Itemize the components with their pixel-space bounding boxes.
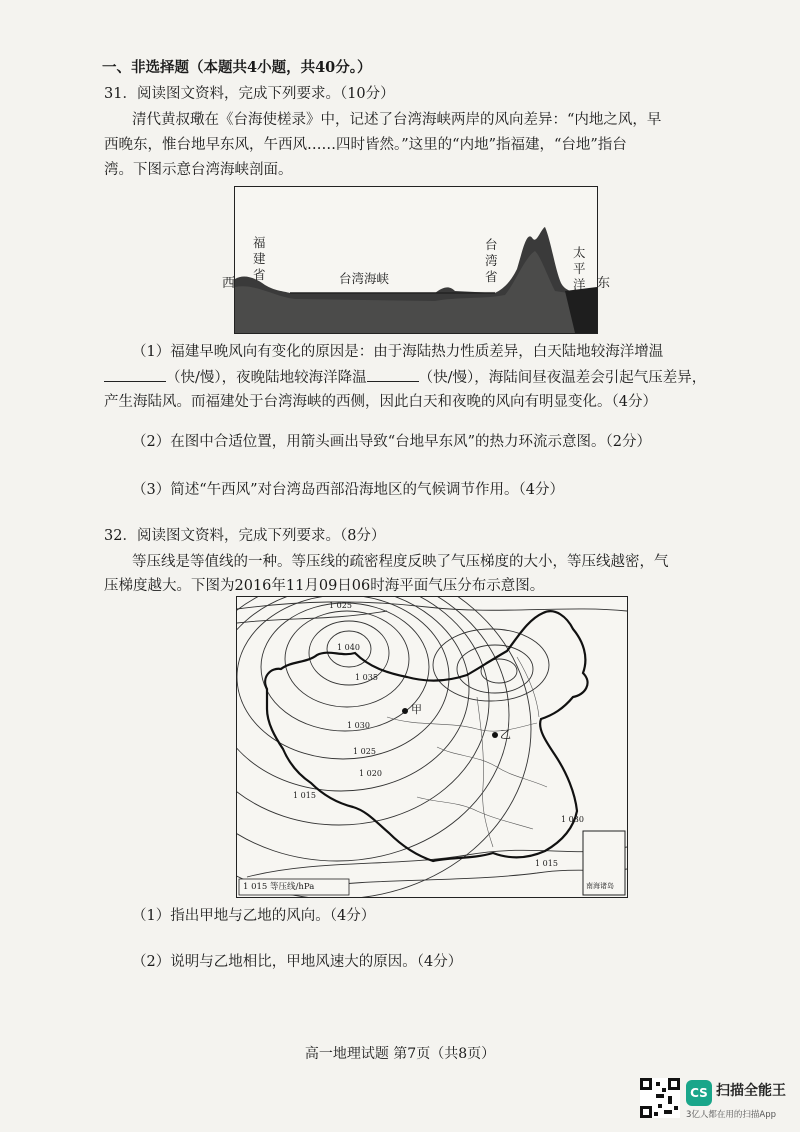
label-east: 东 [597,276,611,291]
q31-sub1-part2: （快/慢），夜晚陆地较海洋降温 [166,370,367,386]
point-yi [492,732,498,738]
q31-sub1-line2 [104,367,706,388]
q31-sub2: （2）在图中合适位置，用箭头画出导致“台地早东风”的热力环流示意图。（2分） [132,434,652,450]
isobar-label-8: 1 030 [561,815,584,824]
q32-sub1: （1）指出甲地与乙地的风向。（4分） [132,908,376,924]
q32-intro-line2: 压梯度越大。下图为2016年11月09日06时海平面气压分布示意图。 [104,578,545,594]
strait-profile-figure [234,186,598,334]
q31-title: 31．阅读图文资料，完成下列要求。（10分） [104,86,395,102]
q31-sub3: （3）简述“午西风”对台湾岛西部沿海地区的气候调节作用。（4分） [132,482,565,498]
q32-sub2: （2）说明与乙地相比，甲地风速大的原因。（4分） [132,954,463,970]
q31-intro-line1: 清代黄叔璥在《台海使槎录》中，记述了台湾海峡两岸的风向差异：“内地之风，早 [132,112,662,128]
page-footer: 高一地理试题 第7页（共8页） [304,1046,496,1062]
isobar-label-1: 1 025 [329,601,352,610]
label-yi: 乙 [500,728,511,741]
isobar-map-figure [236,596,628,898]
scanner-app-name: 扫描全能王 [716,1083,786,1099]
q31-sub1-part3: （快/慢），海陆间昼夜温差会引起气压差异， [418,370,707,386]
q32-title: 32．阅读图文资料，完成下列要求。（8分） [104,528,386,544]
strait-profile-svg [235,187,597,333]
q32-intro-line1: 等压线是等值线的一种。等压线的疏密程度反映了气压梯度的大小，等压线越密，气 [132,554,669,570]
map-legend: 1 015 等压线/hPa [243,882,315,892]
section-title: 一、非选择题（本题共4小题，共40分。） [102,59,372,76]
label-taiwan-strait: 台湾海峡 [339,271,390,286]
isobar-label-5: 1 025 [353,747,376,756]
q31-sub1-part4: 产生海陆风。而福建处于台湾海峡的西侧，因此白天和夜晚的风向有明显变化。（4分） [104,394,657,410]
scanner-tagline: 3亿人都在用的扫描App [686,1110,777,1120]
q31-sub1-line1 [132,342,663,362]
isobar-label-7: 1 015 [293,791,316,800]
isobar-label-6: 1 020 [359,769,382,778]
qr-code-icon [640,1078,680,1118]
isobar-map-svg [237,597,627,897]
label-pacific: 太平洋 [573,245,586,292]
isobar-label-3: 1 035 [355,673,378,682]
label-west: 西 [222,276,236,291]
scanner-logo-icon: CS [686,1080,712,1106]
answer-blank-1[interactable] [104,367,166,382]
isobar-label-2: 1 040 [337,643,360,652]
q31-intro-line3: 湾。下图示意台湾海峡剖面。 [104,162,293,178]
label-fujian: 福建省 [253,235,266,282]
point-jia [402,708,408,714]
q31-sub1-part1: （1）福建早晚风向有变化的原因是：由于海陆热力性质差异，白天陆地较海洋增温 [132,344,664,360]
answer-blank-2[interactable] [367,367,419,382]
isobar-label-9: 1 015 [535,859,558,868]
isobar-label-4: 1 030 [347,721,370,730]
label-jia: 甲 [411,703,422,716]
label-taiwan: 台湾省 [485,237,498,284]
inset-label: 南海诸岛 [586,882,614,890]
q31-intro-line2: 西晚东，惟台地早东风，午西风……四时皆然。”这里的“内地”指福建，“台地”指台 [104,137,627,153]
